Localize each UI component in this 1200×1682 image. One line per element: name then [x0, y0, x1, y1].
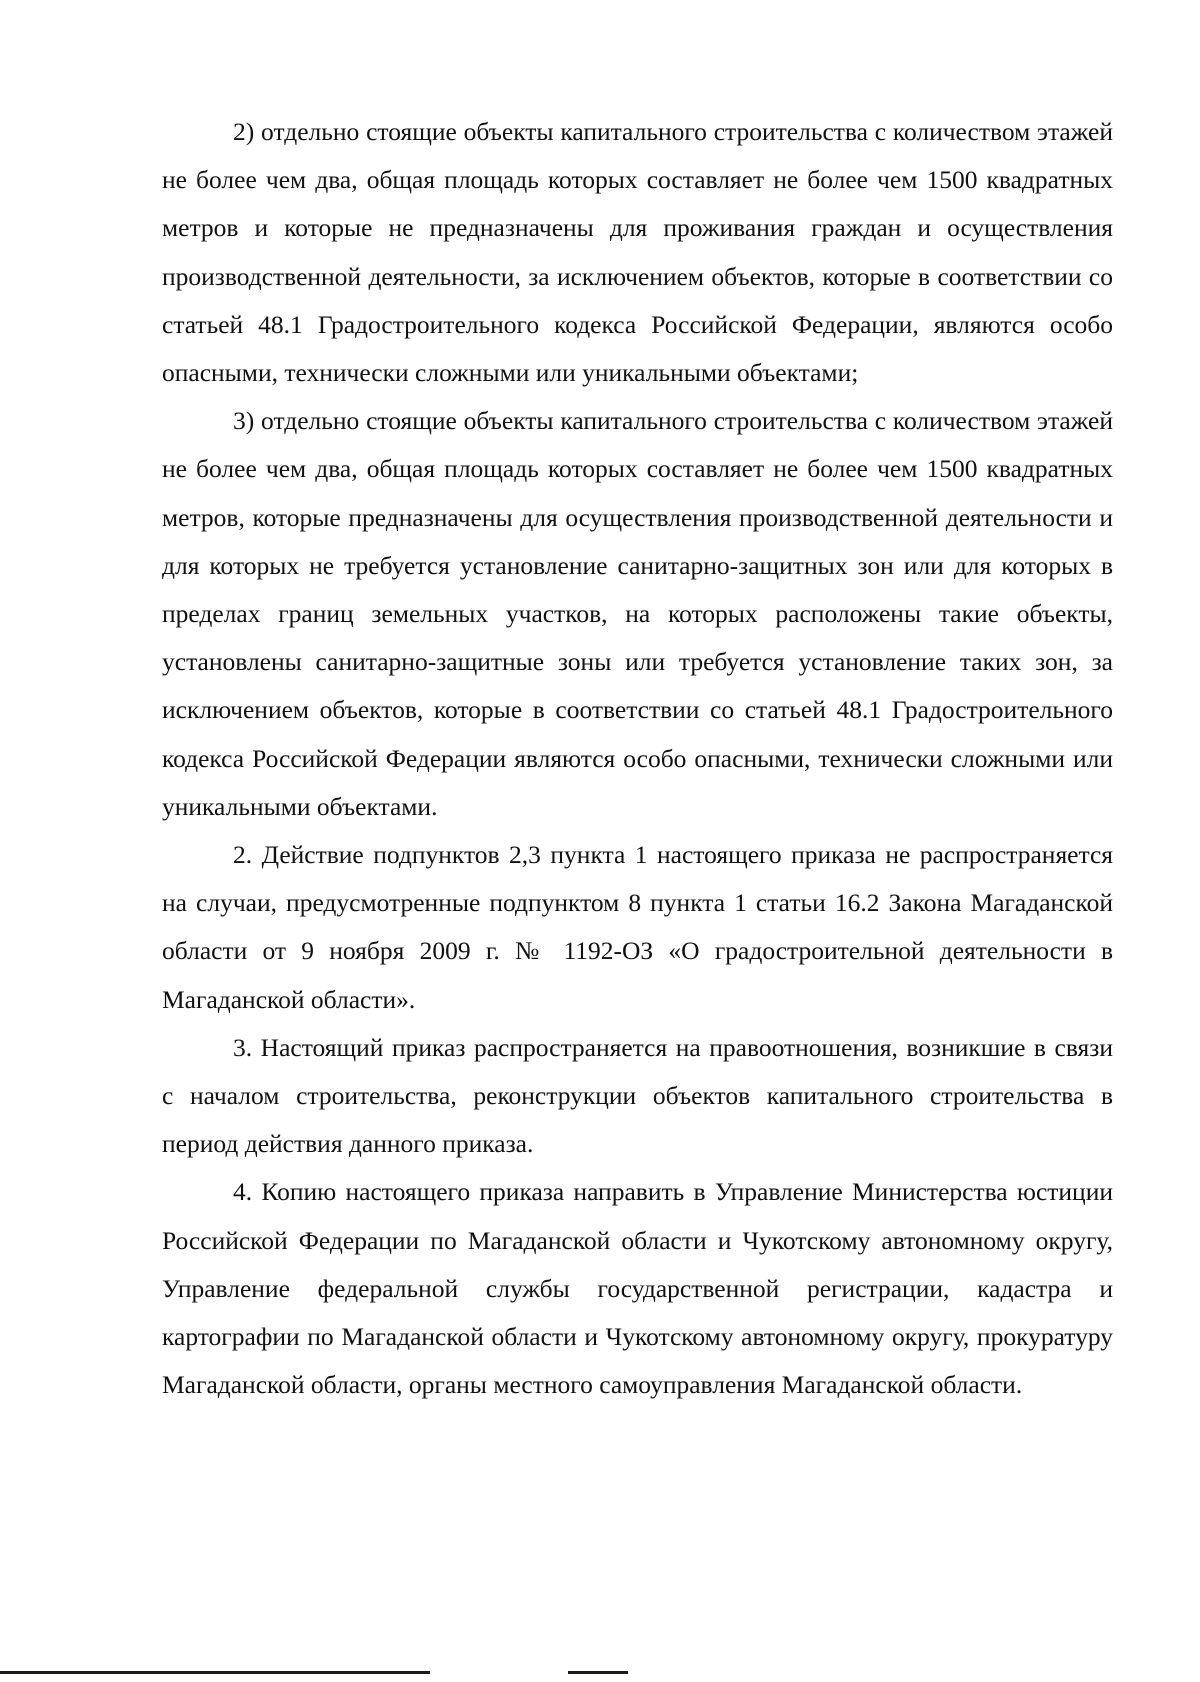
document-body — [162, 108, 1113, 1409]
paragraph-item-2: 2. Действие подпунктов 2,3 пункта 1 настоящего приказа не распространяется на случаи, предусмотренные подпунктом 8 пункта 1 статьи 16.2 Закона Магаданской области от 9 ноября 2009 г. № 1192-ОЗ «О градостроительной деятельности в Магаданской области». — [162, 840, 1113, 1014]
scan-edge-line-left — [0, 1671, 430, 1674]
scan-edge-line-right — [568, 1671, 628, 1674]
paragraph-item-3: 3. Настоящий приказ распространяется на правоотношения, возникшие в связи с началом строительства, реконструкции объектов капитального строительства в период действия данного приказа. — [162, 1032, 1113, 1159]
paragraph-item-4: 4. Копию настоящего приказа направить в Управление Министерства юстиции Российской Федерации по Магаданской области и Чукотскому автономному округу, Управление федеральной службы государственной регистрации, кадастра и картографии по Магаданской области и Чукотскому автономному округу, прокуратуру Магаданской области, органы местного самоуправления Магаданской области. — [162, 1177, 1113, 1400]
paragraph-subitem-3: 3) отдельно стоящие объекты капитального строительства с количеством этажей не более чем два, общая площадь которых составляет не более чем 1500 квадратных метров, которые предназначены для осуществления производственной деятельности и для которых не требуется установление санитарно-защитных зон или для которых в пределах границ земельных участков, на которых расположены такие объекты, установлены санитарно-защитные зоны или требуется установление таких зон, за исключением объектов, которые в соответствии со статьей 48.1 Градостроительного кодекса Российской Федерации являются особо опасными, технически сложными или уникальными объектами. — [162, 406, 1113, 821]
paragraph-subitem-2: 2) отдельно стоящие объекты капитального строительства с количеством этажей не более чем два, общая площадь которых составляет не более чем 1500 квадратных метров и которые не предназначены для проживания граждан и осуществления производственной деятельности, за исключением объектов, которые в соответствии со статьей 48.1 Градостроительного кодекса Российской Федерации, являются особо опасными, технически сложными или уникальными объектами; — [162, 117, 1113, 388]
